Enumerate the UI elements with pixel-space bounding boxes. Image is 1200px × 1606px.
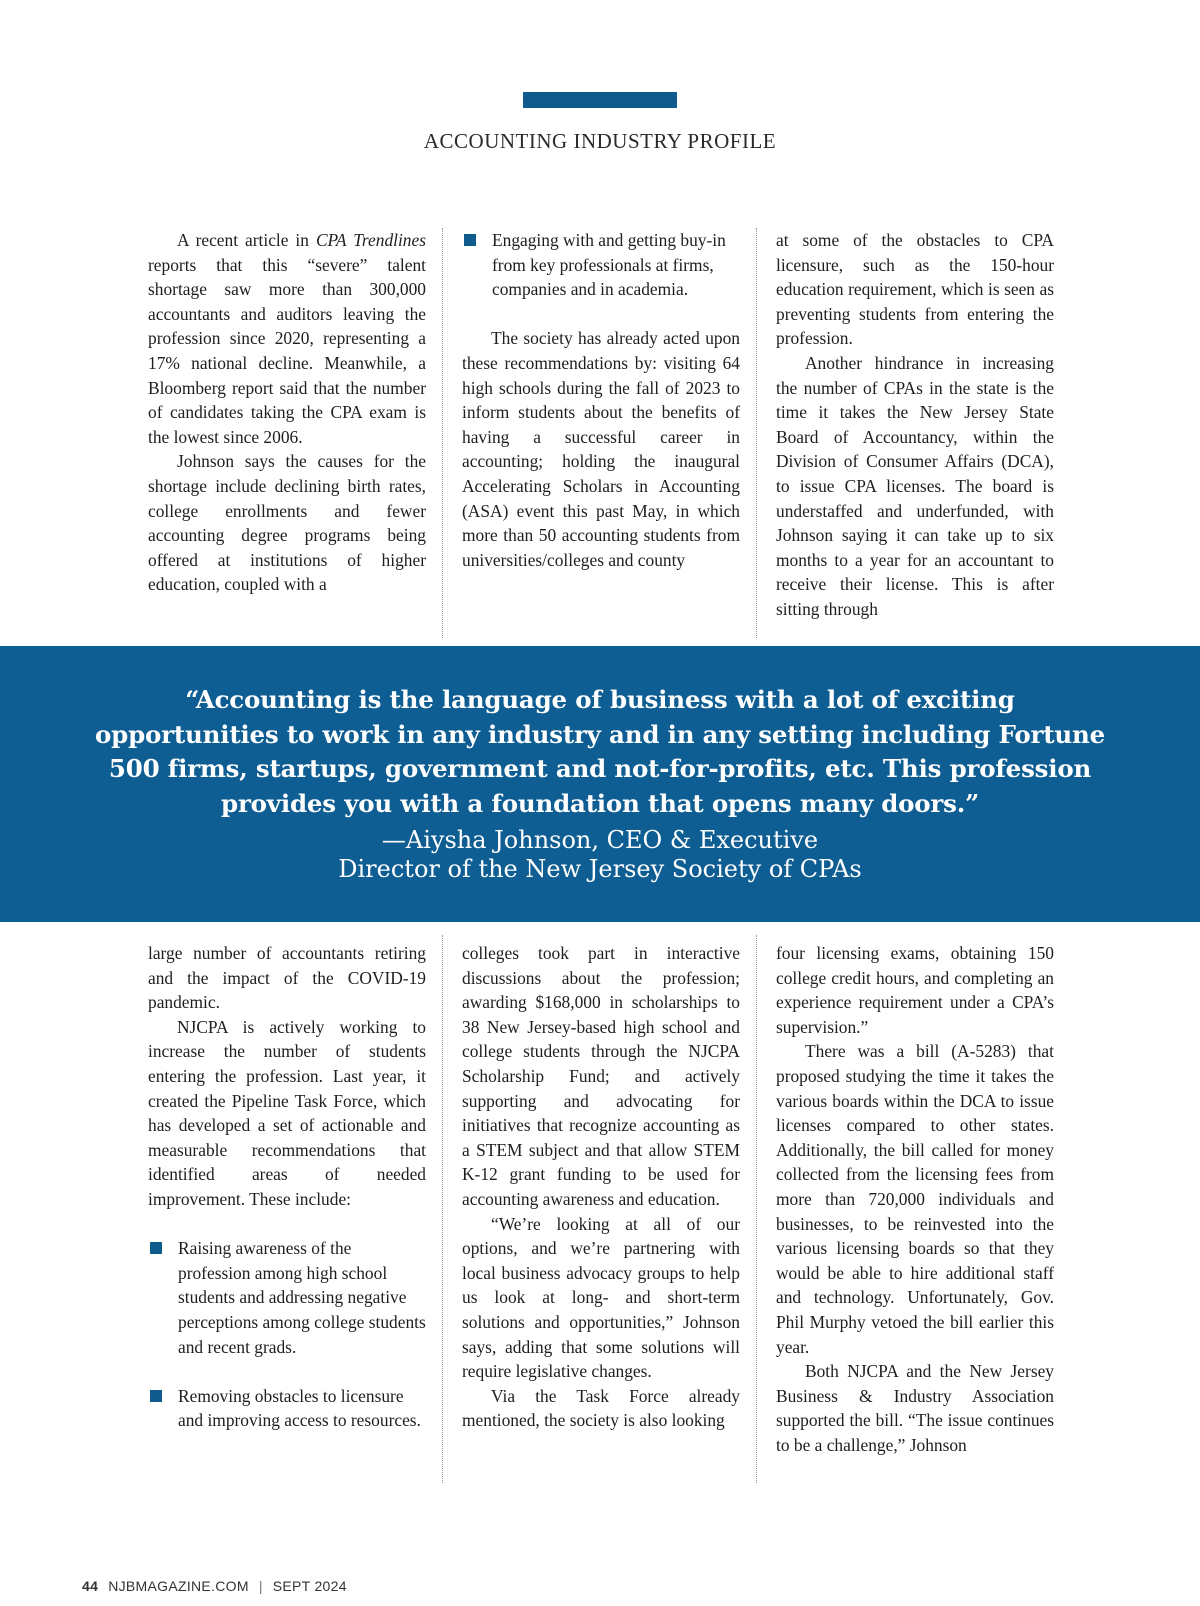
- section-label: ACCOUNTING INDUSTRY PROFILE: [423, 129, 777, 153]
- bullet-list: [462, 228, 740, 302]
- list-item: Removing obstacles to licensure and improving access to resources.: [148, 1384, 426, 1433]
- page-footer: [82, 1578, 347, 1594]
- list-item: Engaging with and getting buy-in from key professionals at firms, companies and in academia.: [462, 228, 740, 302]
- paragraph: Johnson says the causes for the shortage include declining birth rates, college enrollments and fewer accounting degree programs being offered at institutions of higher education, coupled with a: [148, 451, 426, 595]
- pull-quote-attribution: —Aiysha Johnson, CEO & Executive Director of the New Jersey Society of CPAs: [338, 826, 862, 883]
- column-3-top: [776, 228, 1054, 622]
- column-3-bottom: [776, 941, 1054, 1457]
- column-2-top: [462, 228, 740, 572]
- column-divider: [756, 935, 757, 1483]
- header-accent-bar: [523, 92, 677, 108]
- column-1-bottom: [148, 941, 426, 1433]
- footer-site: NJBMAGAZINE.COM: [108, 1578, 249, 1594]
- square-bullet-icon: [150, 1390, 162, 1402]
- list-item: Raising awareness of the profession among high school students and addressing negative perceptions among college students and recent grads.: [148, 1236, 426, 1359]
- page-number: 44: [82, 1578, 99, 1594]
- footer-issue: SEPT 2024: [272, 1578, 347, 1594]
- paragraph: Another hindrance in increasing the number of CPAs in the state is the time it takes the New Jersey State Board of Accountancy, within the Division of Consumer Affairs (DCA), to issue CPA licenses. The board is understaffed and underfunded, with Johnson saying it can take up to six months to a year for an accountant to receive their license. This is after sitting through: [776, 352, 1054, 619]
- paragraph: The society has already acted upon these recommendations by: visiting 64 high schools during the fall of 2023 to inform students about the benefits of having a successful career in accounting; holding the inaugural Accelerating Scholars in Accounting (ASA) event this past May, in which more than 50 accounting students from universities/colleges and county: [462, 328, 740, 570]
- publication-title: CPA Trendlines: [315, 230, 426, 250]
- paragraph: NJCPA is actively working to increase the number of students entering the profession. Last year, it created the Pipeline Task Force, which has developed a set of actionable and measurable recommendations that identified areas of needed improvement. These include:: [148, 1016, 426, 1209]
- square-bullet-icon: [150, 1242, 162, 1254]
- paragraph: colleges took part in interactive discussions about the profession; awarding $168,000 in scholarships to 38 New Jersey-based high school and college students through the NJCPA Scholarship Fund; and actively supporting and advocating for initiatives that recognize accounting as a STEM subject and that allow STEM K-12 grant funding to be used for accounting awareness and education.: [462, 943, 740, 1209]
- bullet-list: [148, 1236, 426, 1433]
- square-bullet-icon: [464, 234, 476, 246]
- paragraph: “We’re looking at all of our options, and we’re partnering with local business advocacy groups to help us look at long- and short-term solutions and opportunities,” Johnson says, adding that some solutions will require legislative changes.: [462, 1213, 740, 1382]
- paragraph: Both NJCPA and the New Jersey Business & Industry Association supported the bill. “The issue continues to be a challenge,” Johnson: [776, 1361, 1054, 1455]
- paragraph: A recent article in CPA Trendlines reports that this “severe” talent shortage saw more than 300,000 accountants and auditors leaving the profession since 2020, representing a 17% national decline. Meanwhile, a Bloomberg report said that the number of candidates taking the CPA exam is the lowest since 2006.: [148, 230, 426, 447]
- paragraph: four licensing exams, obtaining 150 college credit hours, and completing an experience requirement under a CPA’s supervision.”: [776, 943, 1054, 1037]
- column-divider: [442, 228, 443, 638]
- footer-separator: |: [258, 1578, 263, 1594]
- pull-quote-text: “Accounting is the language of business with a lot of exciting opportunities to work in any industry and in any setting including Fortune 500 firms, startups, government and not-for-profits, etc. This profession provides you with a foundation that opens many doors.”: [95, 685, 1105, 818]
- column-2-bottom: [462, 941, 740, 1433]
- paragraph: large number of accountants retiring and the impact of the COVID-19 pandemic.: [148, 943, 426, 1013]
- column-divider: [756, 228, 757, 638]
- paragraph: at some of the obstacles to CPA licensure, such as the 150-hour education requirement, which is seen as preventing students from entering the profession.: [776, 230, 1054, 349]
- paragraph: There was a bill (A-5283) that proposed studying the time it takes the various boards within the DCA to issue licenses compared to other states. Additionally, the bill called for money collected from the licensing fees from more than 720,000 individuals and businesses, to be reinvested into the various licensing boards so that they would be able to hire additional staff and technology. Unfortunately, Gov. Phil Murphy vetoed the bill earlier this year.: [776, 1041, 1054, 1357]
- column-1-top: [148, 228, 426, 597]
- paragraph: Via the Task Force already mentioned, the society is also looking: [462, 1385, 740, 1431]
- column-divider: [442, 935, 443, 1483]
- pull-quote-band: [0, 646, 1200, 922]
